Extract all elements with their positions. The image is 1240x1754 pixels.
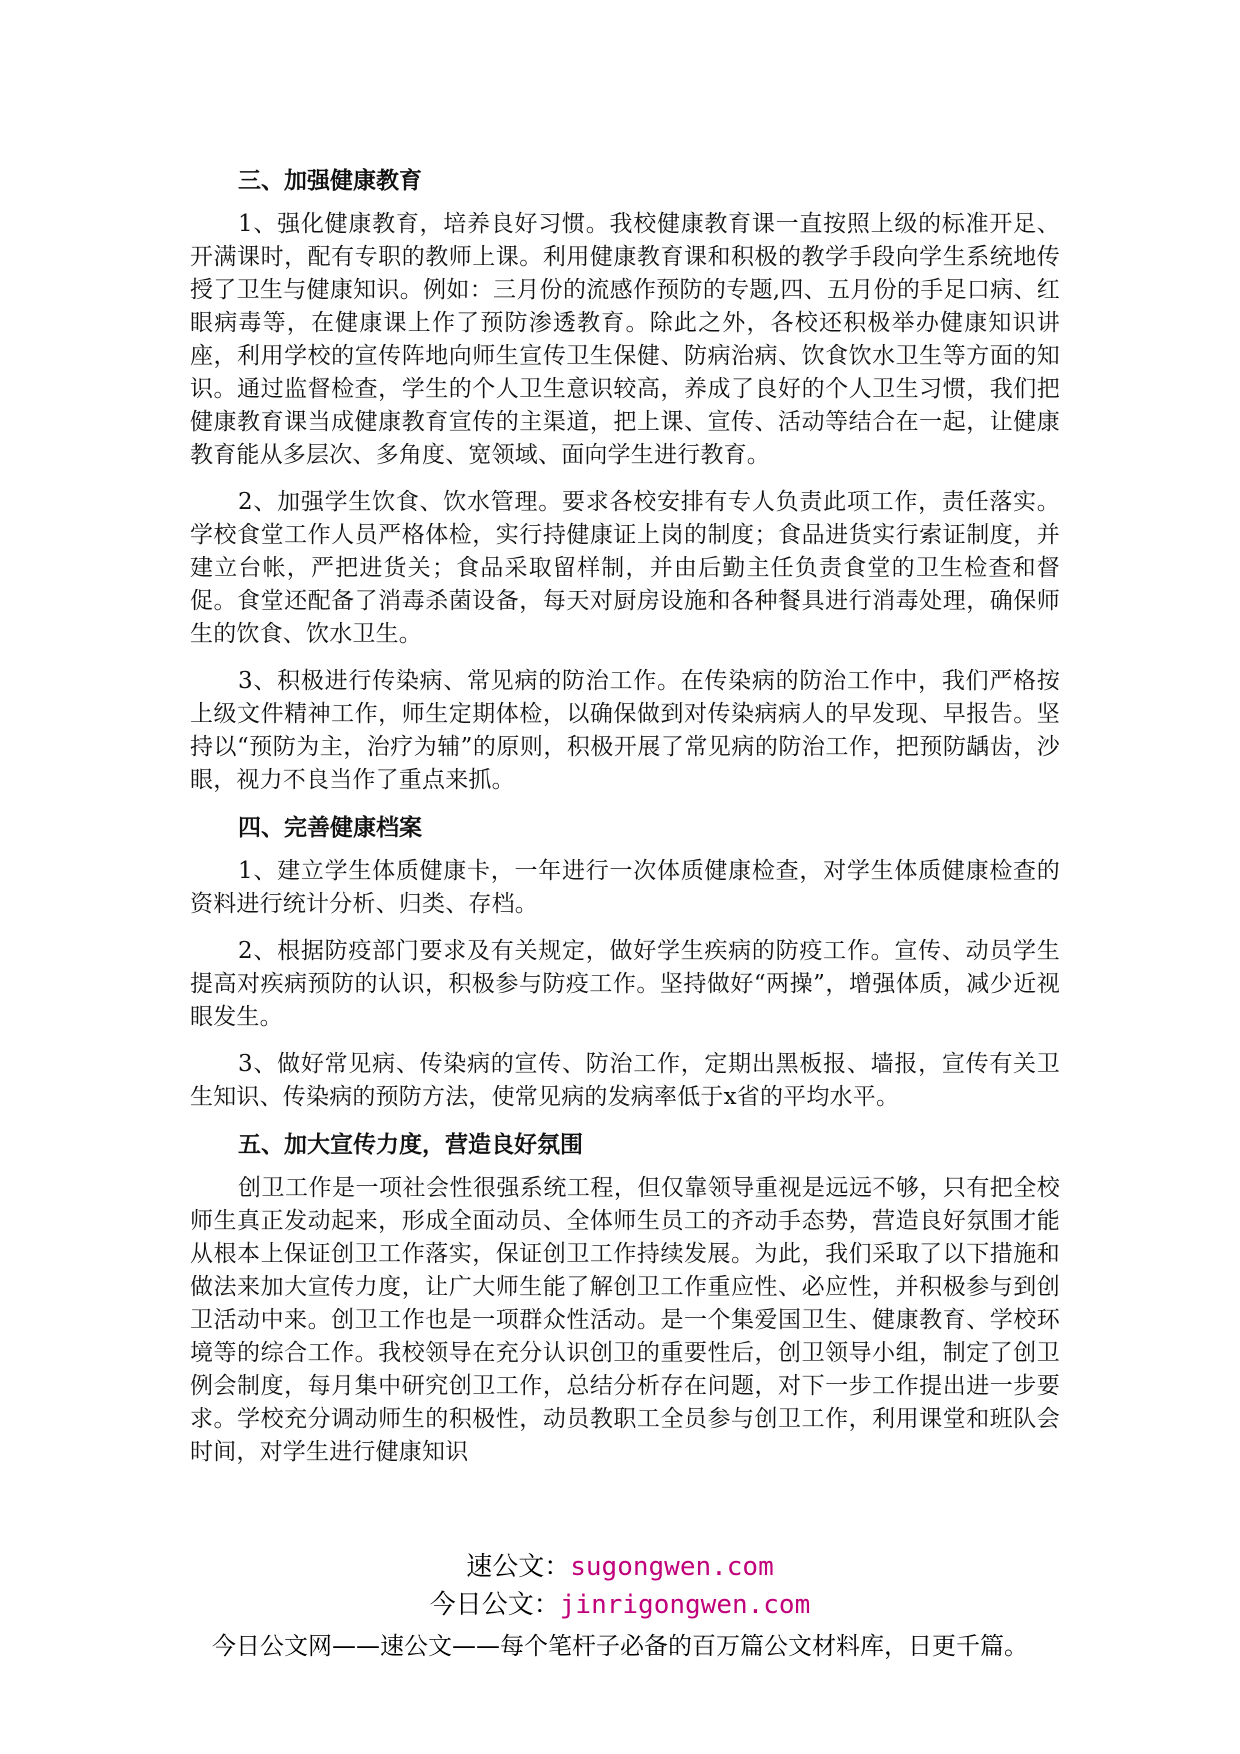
section-heading: 五、加大宣传力度，营造良好氛围 [238, 1132, 583, 1158]
footer-label: 速公文： [466, 1552, 571, 1582]
section-publicity [190, 1128, 1060, 1469]
footer-link-jinrigongwen[interactable]: jinrigongwen.com [559, 1590, 811, 1620]
paragraph: 2、根据防疫部门要求及有关规定，做好学生疾病的防疫工作。宣传、动员学生提高对疾病预防的认识，积极参与防疫工作。坚持做好“两操”，增强体质，减少近视眼发生。 [190, 938, 1060, 1030]
section-health-education [190, 164, 1060, 797]
footer-label: 今日公文： [429, 1590, 560, 1620]
section-heading: 四、完善健康档案 [238, 815, 422, 841]
footer-line-jinrigongwen [0, 1586, 1240, 1624]
footer-link-sugongwen[interactable]: sugongwen.com [570, 1552, 774, 1582]
paragraph: 1、强化健康教育，培养良好习惯。我校健康教育课一直按照上级的标准开足、开满课时，配有专职的教师上课。利用健康教育课和积极的教学手段向学生系统地传授了卫生与健康知识。例如：三月份的流感作预防的专题,四、五月份的手足口病、红眼病毒等，在健康课上作了预防渗透教育。除此之外，各校还积极举办健康知识讲座，利用学校的宣传阵地向师生宣传卫生保健、防病治病、饮食饮水卫生等方面的知识。通过监督检查，学生的个人卫生意识较高，养成了良好的个人卫生习惯，我们把健康教育课当成健康教育宣传的主渠道，把上课、宣传、活动等结合在一起，让健康教育能从多层次、多角度、宽领域、面向学生进行教育。 [190, 211, 1060, 468]
section-health-records [190, 811, 1060, 1114]
paragraph: 3、积极进行传染病、常见病的防治工作。在传染病的防治工作中，我们严格按上级文件精神工作，师生定期体检，以确保做到对传染病病人的早发现、早报告。坚持以“预防为主，治疗为辅”的原则，积极开展了常见病的防治工作，把预防龋齿，沙眼，视力不良当作了重点来抓。 [190, 668, 1060, 793]
footer-slogan: 今日公文网——速公文——每个笔杆子必备的百万篇公文材料库，日更千篇。 [212, 1632, 1028, 1660]
paragraph: 3、做好常见病、传染病的宣传、防治工作，定期出黑板报、墙报，宣传有关卫生知识、传染病的预防方法，使常见病的发病率低于x省的平均水平。 [190, 1051, 1060, 1110]
paragraph: 1、建立学生体质健康卡，一年进行一次体质健康检查，对学生体质健康检查的资料进行统计分析、归类、存档。 [190, 858, 1060, 917]
footer-line-sugongwen [0, 1548, 1240, 1586]
watermark-footer [0, 1548, 1240, 1666]
paragraph: 2、加强学生饮食、饮水管理。要求各校安排有专人负责此项工作，责任落实。学校食堂工作人员严格体检，实行持健康证上岗的制度；食品进货实行索证制度，并建立台帐，严把进货关；食品采取留样制，并由后勤主任负责食堂的卫生检查和督促。食堂还配备了消毒杀菌设备，每天对厨房设施和各种餐具进行消毒处理，确保师生的饮食、饮水卫生。 [190, 489, 1060, 647]
section-heading: 三、加强健康教育 [238, 168, 422, 194]
document-body [190, 150, 1060, 1483]
paragraph: 创卫工作是一项社会性很强系统工程，但仅靠领导重视是远远不够，只有把全校师生真正发动起来，形成全面动员、全体师生员工的齐动手态势，营造良好氛围才能从根本上保证创卫工作落实，保证创卫工作持续发展。为此，我们采取了以下措施和做法来加大宣传力度，让广大师生能了解创卫工作重应性、必应性，并积极参与到创卫活动中来。创卫工作也是一项群众性活动。是一个集爱国卫生、健康教育、学校环境等的综合工作。我校领导在充分认识创卫的重要性后，创卫领导小组，制定了创卫例会制度，每月集中研究创卫工作，总结分析存在问题，对下一步工作提出进一步要求。学校充分调动师生的积极性，动员教职工全员参与创卫工作，利用课堂和班队会时间，对学生进行健康知识 [190, 1175, 1060, 1465]
